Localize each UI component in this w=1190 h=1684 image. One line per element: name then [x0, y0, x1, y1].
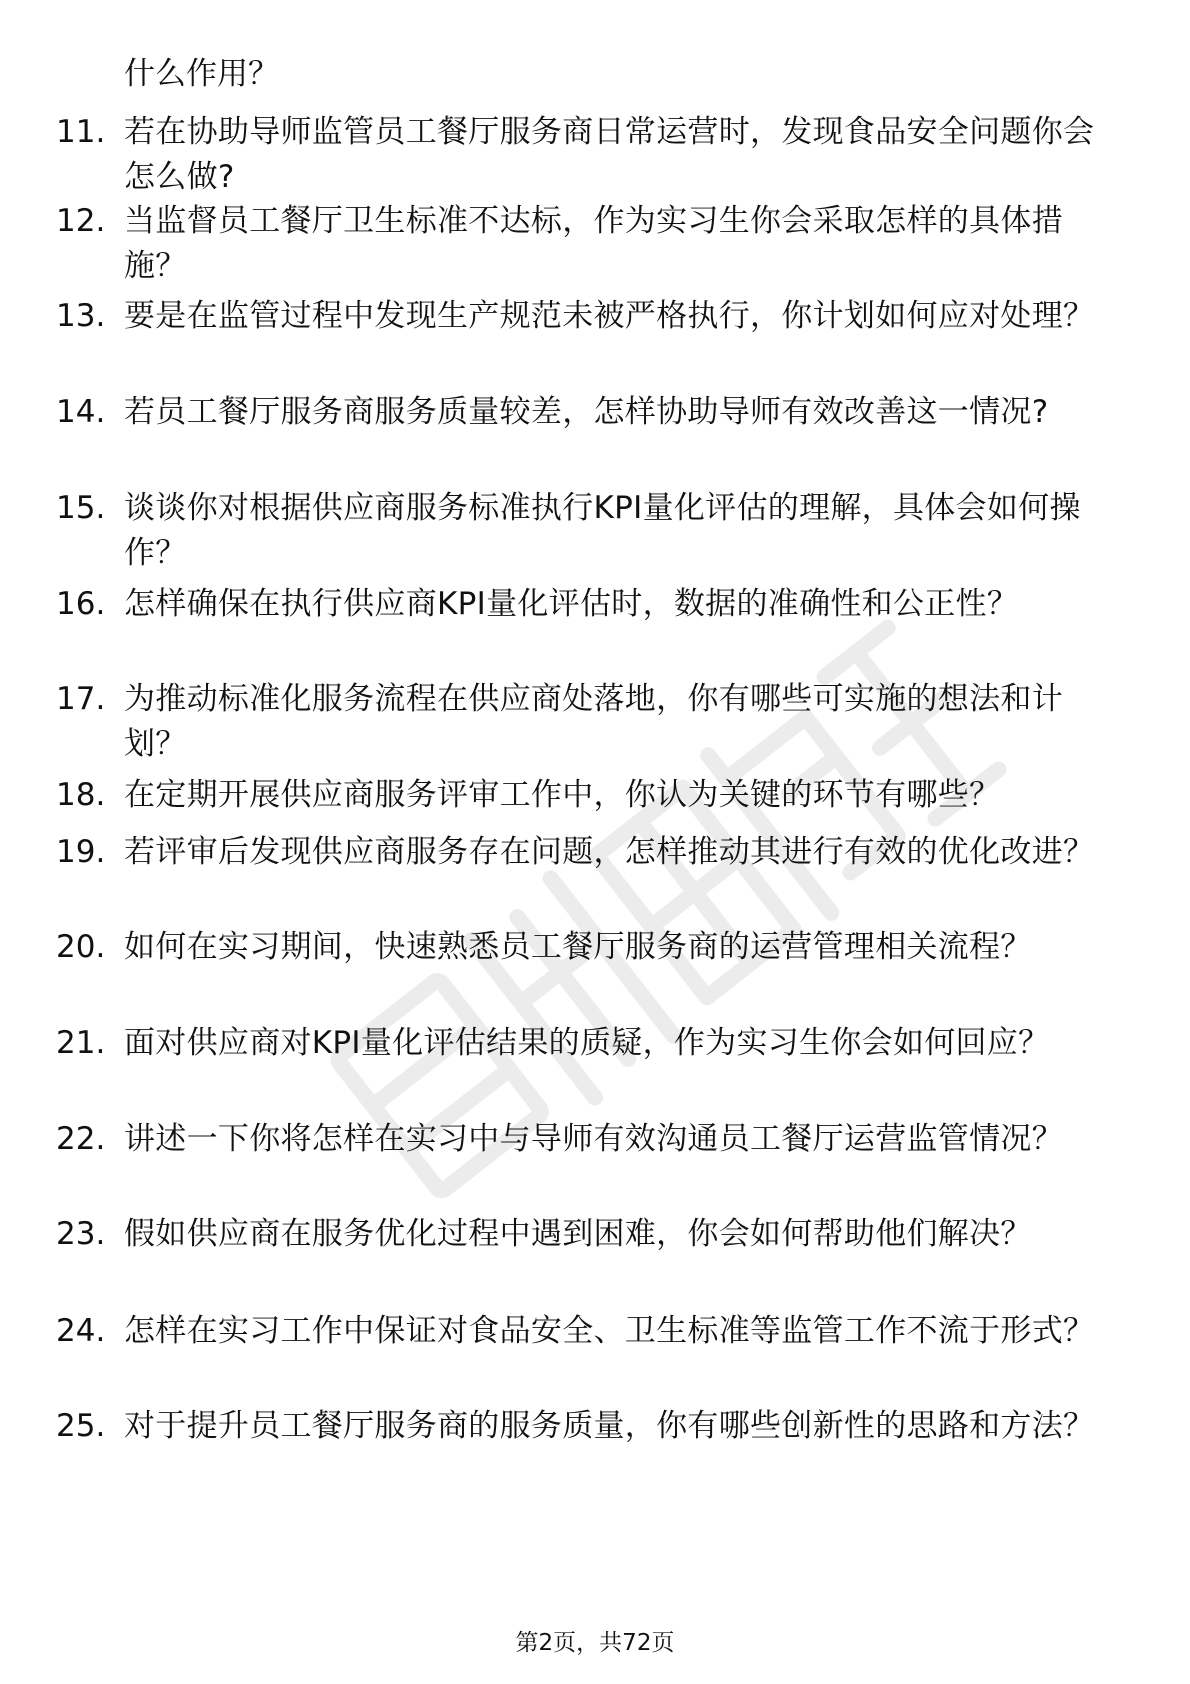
question-number: 19.: [56, 834, 106, 870]
question-number: 13.: [56, 298, 106, 334]
question-text: 当监督员工餐厅卫生标准不达标，作为实习生你会采取怎样的具体措施？: [124, 203, 1063, 284]
question-number: 21.: [56, 1025, 106, 1061]
carryover-text: 什么作用？: [124, 56, 279, 92]
question-text: 如何在实习期间，快速熟悉员工餐厅服务商的运营管理相关流程？: [124, 929, 1032, 965]
question-text: 假如供应商在服务优化过程中遇到困难，你会如何帮助他们解决？: [124, 1216, 1032, 1252]
question-text: 怎样确保在执行供应商KPI量化评估时，数据的准确性和公正性？: [124, 586, 1019, 622]
question-number: 14.: [56, 394, 106, 430]
question-text: 面对供应商对KPI量化评估结果的质疑，作为实习生你会如何回应？: [124, 1025, 1050, 1061]
question-text: 对于提升员工餐厅服务商的服务质量，你有哪些创新性的思路和方法？: [124, 1408, 1095, 1444]
question-number: 20.: [56, 929, 106, 965]
question-number: 25.: [56, 1408, 106, 1444]
question-number: 12.: [56, 203, 106, 239]
question-text: 在定期开展供应商服务评审工作中，你认为关键的环节有哪些？: [124, 777, 1001, 813]
question-number: 16.: [56, 586, 106, 622]
question-text: 若评审后发现供应商服务存在问题，怎样推动其进行有效的优化改进？: [124, 834, 1095, 870]
question-text: 为推动标准化服务流程在供应商处落地，你有哪些可实施的想法和计划？: [124, 681, 1063, 762]
question-number: 18.: [56, 777, 106, 813]
question-number: 24.: [56, 1313, 106, 1349]
question-text: 若员工餐厅服务商服务质量较差，怎样协助导师有效改善这一情况?: [124, 394, 1049, 430]
question-number: 23.: [56, 1216, 106, 1252]
question-text: 若在协助导师监管员工餐厅服务商日常运营时，发现食品安全问题你会怎么做?: [124, 114, 1095, 195]
question-text: 谈谈你对根据供应商服务标准执行KPI量化评估的理解，具体会如何操作？: [124, 490, 1081, 571]
question-text: 要是在监管过程中发现生产规范未被严格执行，你计划如何应对处理？: [124, 298, 1095, 334]
question-number: 17.: [56, 681, 106, 717]
question-text: 怎样在实习工作中保证对食品安全、卫生标准等监管工作不流于形式？: [124, 1313, 1095, 1349]
page-number-footer: 第2页，共72页: [515, 1630, 675, 1656]
question-number: 15.: [56, 490, 106, 526]
question-number: 22.: [56, 1121, 106, 1157]
question-number: 11.: [56, 114, 106, 150]
question-text: 讲述一下你将怎样在实习中与导师有效沟通员工餐厅运营监管情况？: [124, 1121, 1063, 1157]
